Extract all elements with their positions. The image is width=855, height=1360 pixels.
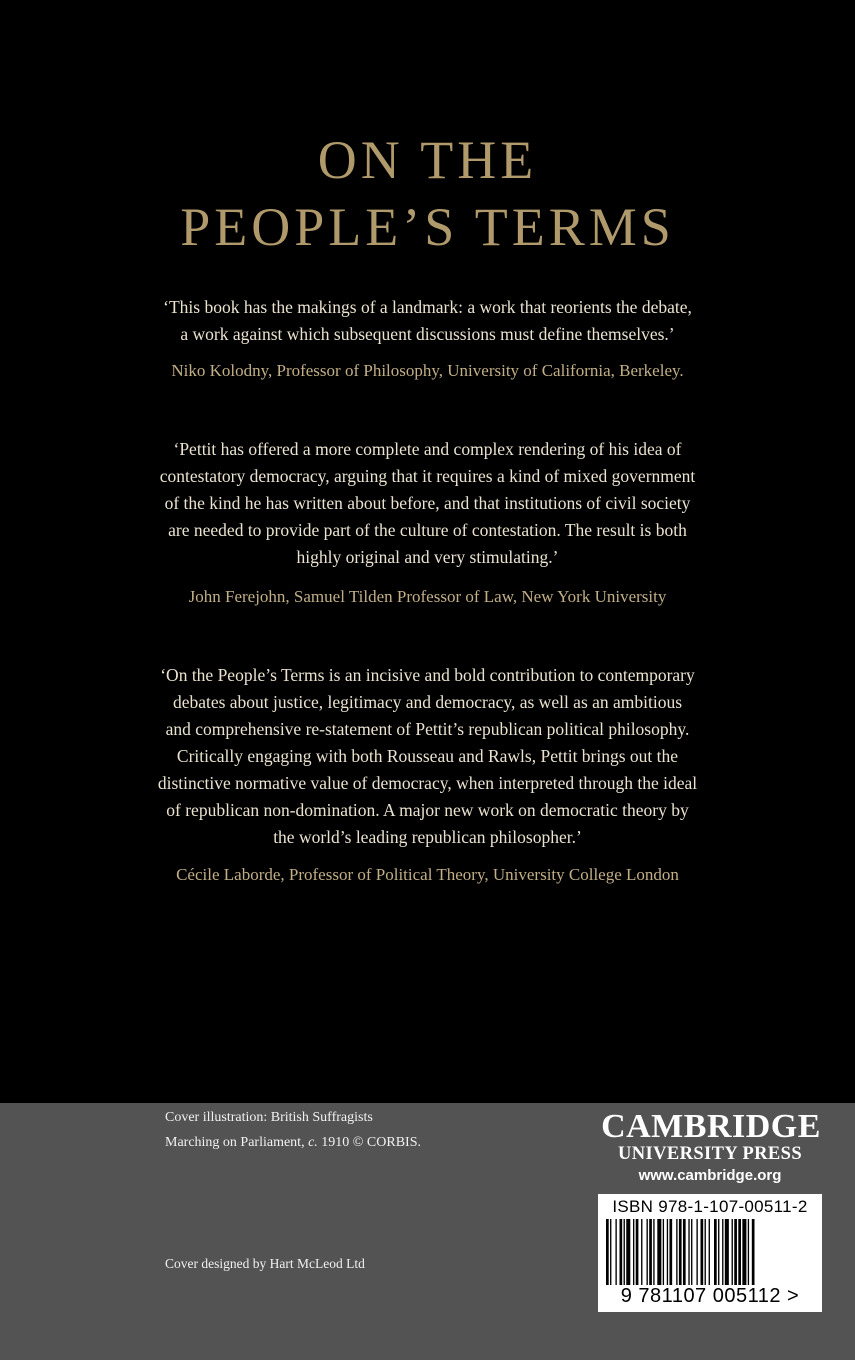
quote-line: are needed to provide part of the culture of contestation. The result is both — [168, 520, 687, 540]
barcode-bar — [615, 1219, 616, 1285]
endorsement-quote-3 — [150, 662, 705, 851]
barcode-bar — [626, 1219, 630, 1285]
barcode-bar — [742, 1219, 746, 1285]
quote-line: a work against which subsequent discussions must define themselves.’ — [180, 324, 675, 344]
cover-illustration-credit-line-2 — [165, 1133, 421, 1153]
endorsement-attribution-1: Niko Kolodny, Professor of Philosophy, University of California, Berkeley. — [171, 361, 684, 380]
barcode-bar — [679, 1219, 682, 1285]
credit-text: 1910 © CORBIS. — [317, 1135, 422, 1150]
cover-designer-credit: Cover designed by Hart McLeod Ltd — [165, 1256, 365, 1271]
barcode-bar — [709, 1219, 710, 1285]
quote-line: distinctive normative value of democracy, when interpreted through the ideal — [157, 773, 698, 793]
barcode-bar — [718, 1219, 719, 1285]
barcode-bar — [734, 1219, 737, 1285]
barcode-bar — [738, 1219, 741, 1285]
quote-line: contestatory democracy, arguing that it requires a kind of mixed government — [159, 466, 696, 486]
barcode-bar — [722, 1219, 723, 1285]
barcode-bar — [752, 1219, 755, 1285]
quote-line: Critically engaging with both Rousseau and Rawls, Pettit brings out the — [176, 746, 679, 766]
barcode-bar — [701, 1219, 704, 1285]
barcode-bar — [691, 1219, 692, 1285]
barcode-bar — [653, 1219, 654, 1285]
quote-line: debates about justice, legitimacy and democracy, as well as an ambitious — [172, 692, 683, 712]
barcode-bar — [667, 1219, 668, 1285]
barcode-bar — [732, 1219, 733, 1285]
barcode-bar — [649, 1219, 652, 1285]
barcode-bar — [725, 1219, 729, 1285]
quote-line: highly original and very stimulating.’ — [296, 547, 559, 567]
quote-line: of republican non-domination. A major new work on democratic theory by — [166, 800, 689, 820]
quote-line: ‘Pettit has offered a more complete and complex rendering of his idea of — [173, 439, 682, 459]
barcode-bar — [633, 1219, 634, 1285]
barcode-bar — [641, 1219, 642, 1285]
quote-line: the world’s leading republican philosopher.’ — [273, 827, 582, 847]
barcode-bar — [696, 1219, 697, 1285]
barcode-bar — [683, 1219, 686, 1285]
quote-line: of the kind he has written about before, and that institutions of civil society — [164, 493, 691, 513]
quote-line: ‘On the People’s Terms is an incisive and bold contribution to contemporary — [160, 665, 695, 685]
barcode-bar — [748, 1219, 749, 1285]
barcode-bar — [657, 1219, 661, 1285]
book-title-line-1: ON THE — [317, 130, 538, 190]
barcode-digits: 9 781107 005112 > — [620, 1285, 800, 1307]
endorsement-attribution-3: Cécile Laborde, Professor of Political Theory, University College London — [176, 865, 679, 884]
quote-line: and comprehensive re-statement of Pettit’s republican political philosophy. — [165, 719, 690, 739]
barcode-bar — [620, 1219, 623, 1285]
credit-text: Marching on Parliament, — [165, 1135, 309, 1150]
publisher-logo-subtitle: UNIVERSITY PRESS — [617, 1144, 803, 1164]
barcode-bar — [636, 1219, 639, 1285]
book-title-line-2: PEOPLE’S TERMS — [180, 197, 675, 257]
barcode-bar — [688, 1219, 689, 1285]
endorsement-quote-1 — [150, 294, 705, 348]
barcode-bar — [669, 1219, 672, 1285]
quote-line: ‘This book has the makings of a landmark: a work that reorients the debate, — [163, 297, 692, 317]
publisher-logo-name: CAMBRIDGE — [601, 1108, 821, 1145]
endorsement-quote-2 — [150, 436, 705, 571]
barcode-bar — [714, 1219, 717, 1285]
barcode-icon — [604, 1219, 816, 1285]
barcode-bar — [610, 1219, 611, 1285]
credit-circa: c. — [308, 1135, 318, 1150]
barcode-bar — [676, 1219, 677, 1285]
barcode-bar — [663, 1219, 664, 1285]
publisher-url: www.cambridge.org — [638, 1167, 782, 1184]
isbn-barcode-box — [598, 1194, 822, 1312]
endorsement-attribution-2: John Ferejohn, Samuel Tilden Professor of Law, New York University — [188, 587, 667, 606]
barcode-bar — [606, 1219, 609, 1285]
barcode-bar — [705, 1219, 706, 1285]
barcode-bar — [647, 1219, 648, 1285]
barcode-bar — [624, 1219, 625, 1285]
isbn-label: ISBN 978-1-107-00511-2 — [612, 1197, 808, 1216]
cover-illustration-credit-line-1: Cover illustration: British Suffragists — [165, 1110, 373, 1125]
